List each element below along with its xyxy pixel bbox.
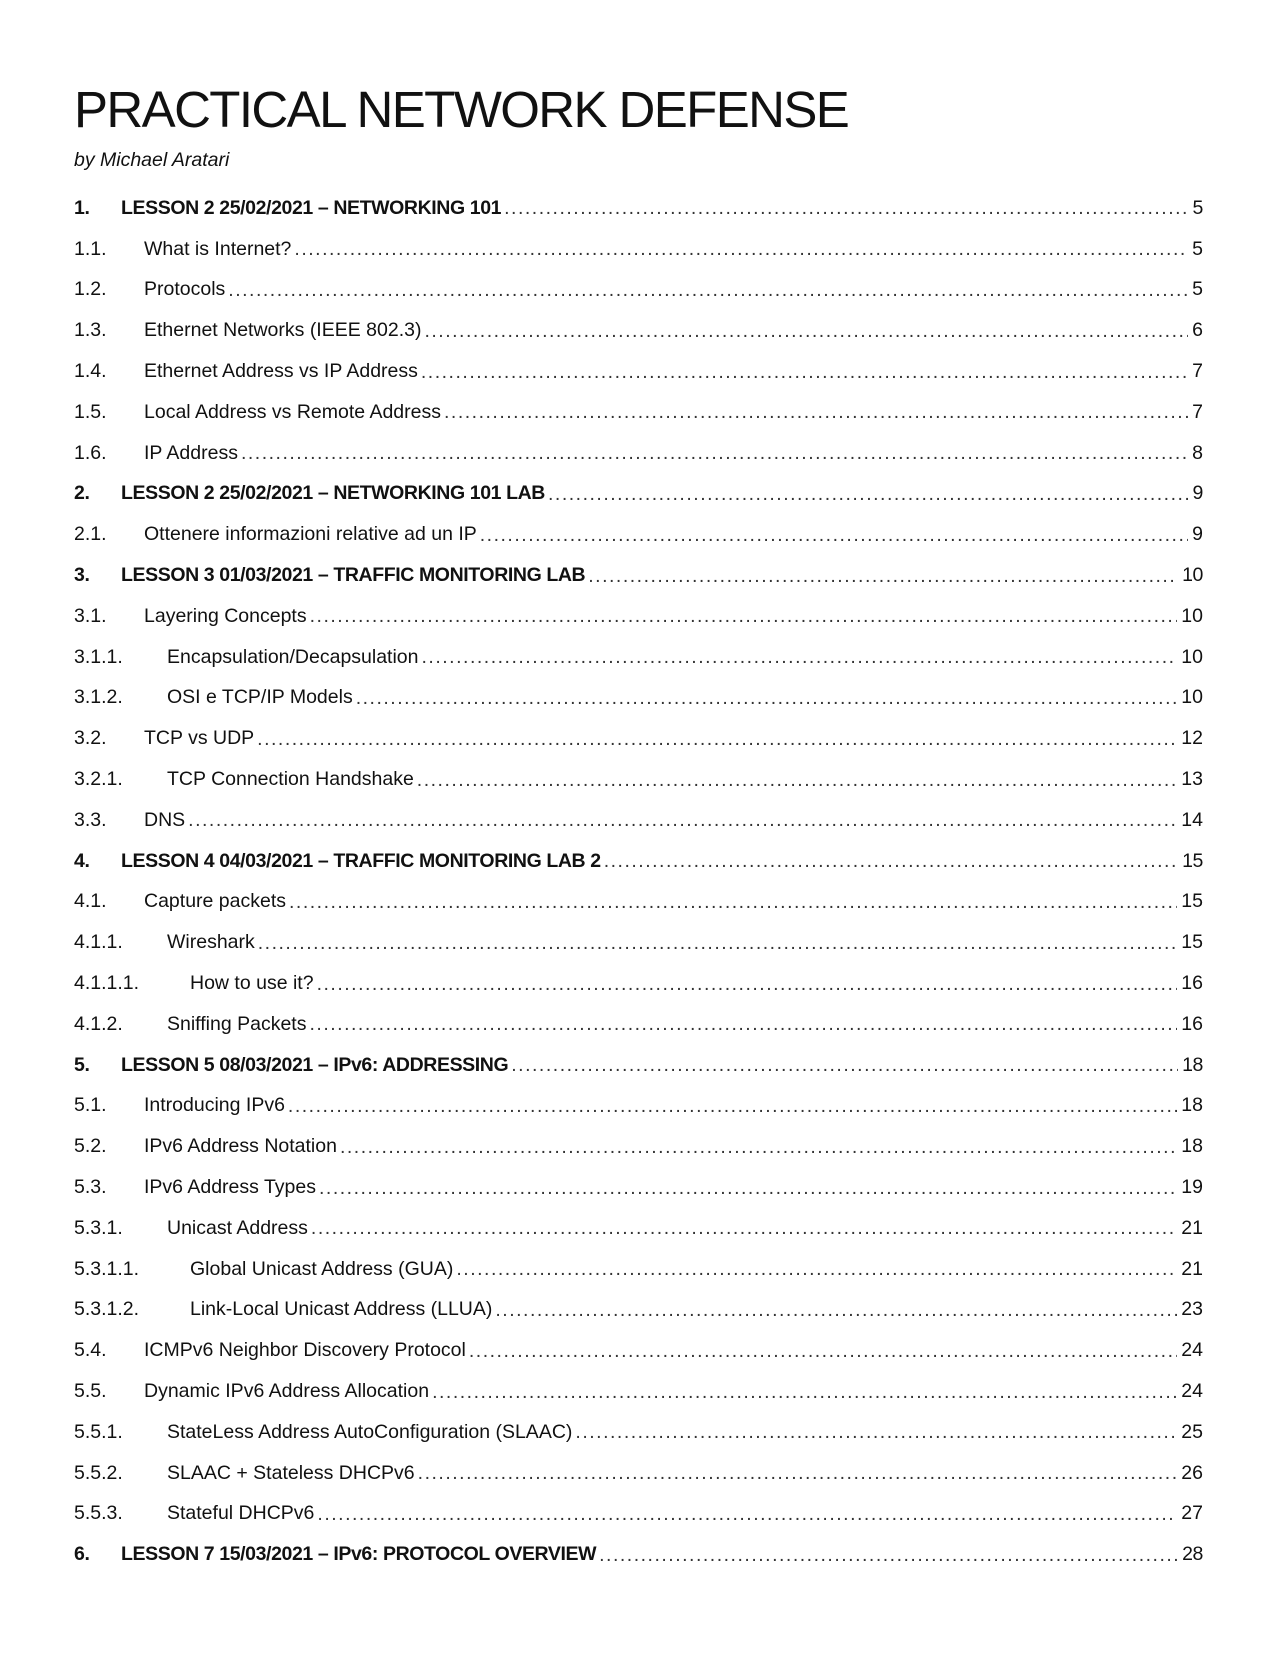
toc-entry-page-number: 12 xyxy=(1181,727,1203,750)
toc-entry[interactable] xyxy=(74,1453,1203,1494)
toc-entry-title: What is Internet? xyxy=(144,237,292,260)
toc-dot-leader xyxy=(599,1544,1178,1566)
toc-entry-page-number: 10 xyxy=(1181,645,1203,668)
toc-dot-leader xyxy=(495,1299,1177,1321)
toc-entry-number: 3.1.2. xyxy=(74,686,123,709)
toc-entry-title: StateLess Address AutoConfiguration (SLAAC) xyxy=(167,1420,573,1443)
toc-dot-leader xyxy=(317,1503,1177,1525)
toc-entry[interactable] xyxy=(74,678,1203,719)
toc-entry-page-number: 10 xyxy=(1181,604,1203,627)
toc-entry[interactable] xyxy=(74,963,1203,1004)
toc-dot-leader xyxy=(188,809,1177,831)
toc-dot-leader xyxy=(309,1013,1177,1035)
toc-dot-leader xyxy=(469,1340,1177,1362)
toc-dot-leader xyxy=(456,1258,1177,1280)
toc-entry-page-number: 24 xyxy=(1181,1339,1203,1362)
toc-dot-leader xyxy=(418,1462,1178,1484)
toc-entry-title: TCP Connection Handshake xyxy=(167,768,414,791)
toc-entry-page-number: 5 xyxy=(1192,237,1203,260)
toc-entry-page-number: 24 xyxy=(1181,1380,1203,1402)
toc-entry-page-number: 9 xyxy=(1192,482,1203,505)
toc-entry-title: LESSON 5 08/03/2021 – IPv6: ADDRESSING xyxy=(121,1053,509,1076)
toc-entry[interactable] xyxy=(74,474,1203,515)
toc-entry-page-number: 16 xyxy=(1181,972,1203,995)
toc-entry-title: Global Unicast Address (GUA) xyxy=(190,1257,454,1280)
toc-entry-number: 4.1.1. xyxy=(74,931,123,954)
toc-dot-leader xyxy=(480,524,1188,546)
toc-entry-page-number: 7 xyxy=(1192,400,1203,423)
toc-entry-title: OSI e TCP/IP Models xyxy=(167,686,353,709)
toc-entry-page-number: 13 xyxy=(1181,768,1203,791)
toc-entry-number: 5.5.1. xyxy=(74,1420,123,1443)
toc-entry[interactable] xyxy=(74,1249,1203,1290)
toc-entry-title: LESSON 7 15/03/2021 – IPv6: PROTOCOL OVERVIEW xyxy=(121,1543,597,1566)
toc-entry-page-number: 21 xyxy=(1181,1257,1203,1280)
toc-entry-page-number: 18 xyxy=(1181,1135,1203,1158)
toc-entry[interactable] xyxy=(74,514,1203,555)
toc-entry-number: 3.2.1. xyxy=(74,768,123,791)
toc-entry-number: 3.1.1. xyxy=(74,645,123,668)
toc-entry-page-number: 6 xyxy=(1192,319,1203,342)
toc-entry-number: 5.3.1.1. xyxy=(74,1257,140,1280)
toc-entry-page-number: 10 xyxy=(1181,686,1203,709)
toc-dot-leader xyxy=(288,1095,1177,1117)
table-of-contents xyxy=(74,188,1203,1575)
toc-entry-page-number: 9 xyxy=(1192,523,1203,546)
document-author: by Michael Aratari xyxy=(74,149,230,171)
toc-entry-page-number: 7 xyxy=(1192,360,1203,383)
toc-dot-leader xyxy=(310,605,1178,627)
toc-entry-number: 3.1. xyxy=(74,604,107,627)
toc-entry[interactable] xyxy=(74,1534,1203,1575)
toc-entry-number: 1.1. xyxy=(74,237,107,260)
toc-dot-leader xyxy=(319,1177,1177,1199)
toc-entry-number: 5.1. xyxy=(74,1094,107,1117)
toc-entry[interactable] xyxy=(74,351,1203,392)
toc-entry-title: LESSON 2 25/02/2021 – NETWORKING 101 LAB xyxy=(121,482,545,505)
toc-dot-leader xyxy=(548,483,1189,505)
toc-entry-title: LESSON 4 04/03/2021 – TRAFFIC MONITORING LAB 2 xyxy=(121,849,601,872)
toc-entry-title: Introducing IPv6 xyxy=(144,1094,285,1117)
toc-dot-leader xyxy=(317,973,1178,995)
toc-entry-page-number: 5 xyxy=(1192,278,1203,301)
toc-entry[interactable] xyxy=(74,596,1203,637)
toc-entry-number: 6. xyxy=(74,1543,90,1566)
toc-entry[interactable] xyxy=(74,433,1203,474)
toc-entry-title: Layering Concepts xyxy=(144,604,307,627)
toc-dot-leader xyxy=(504,197,1188,219)
toc-entry-number: 3.3. xyxy=(74,808,107,831)
document-title: PRACTICAL NETWORK DEFENSE xyxy=(74,81,849,138)
toc-entry[interactable] xyxy=(74,882,1203,923)
toc-entry-page-number: 8 xyxy=(1192,441,1203,464)
toc-entry-page-number: 14 xyxy=(1181,808,1203,831)
toc-entry[interactable] xyxy=(74,1126,1203,1167)
toc-entry[interactable] xyxy=(74,1371,1203,1412)
toc-entry-number: 3.2. xyxy=(74,727,107,750)
toc-dot-leader xyxy=(340,1136,1177,1158)
toc-entry[interactable] xyxy=(74,1494,1203,1535)
toc-dot-leader xyxy=(294,238,1188,260)
toc-entry-number: 1.2. xyxy=(74,278,107,301)
toc-entry-title: SLAAC + Stateless DHCPv6 xyxy=(167,1461,415,1484)
toc-entry-page-number: 5 xyxy=(1192,196,1203,219)
toc-entry-title: How to use it? xyxy=(190,972,314,995)
toc-dot-leader xyxy=(511,1054,1178,1076)
toc-entry-page-number: 25 xyxy=(1181,1420,1203,1443)
toc-entry-title: Local Address vs Remote Address xyxy=(144,400,441,423)
toc-entry[interactable] xyxy=(74,310,1203,351)
toc-entry-number: 5.5.2. xyxy=(74,1461,123,1484)
toc-entry-number: 1. xyxy=(74,196,90,219)
toc-entry-title: TCP vs UDP xyxy=(144,727,255,750)
toc-entry[interactable] xyxy=(74,841,1203,882)
toc-entry-page-number: 21 xyxy=(1181,1216,1203,1239)
toc-entry[interactable] xyxy=(74,718,1203,759)
toc-entry[interactable] xyxy=(74,1004,1203,1045)
toc-entry-number: 5.5.3. xyxy=(74,1502,123,1525)
toc-entry-number: 1.3. xyxy=(74,319,107,342)
toc-entry-page-number: 15 xyxy=(1181,890,1203,913)
toc-dot-leader xyxy=(432,1381,1177,1403)
toc-dot-leader xyxy=(604,850,1178,872)
toc-entry-title: Sniffing Packets xyxy=(167,1012,307,1035)
toc-entry-number: 4.1. xyxy=(74,890,107,913)
toc-entry-page-number: 15 xyxy=(1181,931,1203,954)
toc-dot-leader xyxy=(257,728,1177,750)
toc-entry-page-number: 18 xyxy=(1182,1053,1203,1076)
toc-entry-page-number: 16 xyxy=(1181,1012,1203,1035)
toc-entry[interactable] xyxy=(74,1045,1203,1086)
toc-dot-leader xyxy=(588,565,1178,587)
toc-dot-leader xyxy=(356,687,1178,709)
toc-entry-title: Dynamic IPv6 Address Allocation xyxy=(144,1380,430,1402)
toc-dot-leader xyxy=(417,769,1178,791)
toc-dot-leader xyxy=(258,932,1178,954)
toc-entry-title: LESSON 3 01/03/2021 – TRAFFIC MONITORING LAB xyxy=(121,564,586,587)
toc-dot-leader xyxy=(228,279,1188,301)
toc-entry-number: 2. xyxy=(74,482,90,505)
toc-dot-leader xyxy=(241,442,1188,464)
toc-entry-title: Protocols xyxy=(144,278,226,301)
toc-entry-number: 5.5. xyxy=(74,1380,107,1402)
toc-entry[interactable] xyxy=(74,270,1203,311)
toc-entry[interactable] xyxy=(74,392,1203,433)
toc-entry[interactable] xyxy=(74,637,1203,678)
toc-entry-title: LESSON 2 25/02/2021 – NETWORKING 101 xyxy=(121,196,502,219)
toc-dot-leader xyxy=(575,1421,1177,1443)
toc-entry-title: Stateful DHCPv6 xyxy=(167,1502,315,1525)
toc-entry-title: Ethernet Address vs IP Address xyxy=(144,360,418,383)
toc-entry[interactable] xyxy=(74,759,1203,800)
toc-entry-page-number: 15 xyxy=(1182,849,1203,872)
toc-entry-number: 4. xyxy=(74,849,90,872)
toc-dot-leader xyxy=(444,401,1188,423)
toc-entry-title: Unicast Address xyxy=(167,1216,308,1239)
toc-entry-title: Link-Local Unicast Address (LLUA) xyxy=(190,1298,493,1321)
toc-dot-leader xyxy=(421,361,1188,383)
toc-entry-title: Capture packets xyxy=(144,890,286,913)
toc-entry[interactable] xyxy=(74,1290,1203,1331)
toc-entry-title: Ottenere informazioni relative ad un IP xyxy=(144,523,477,546)
toc-entry[interactable] xyxy=(74,922,1203,963)
toc-entry[interactable] xyxy=(74,1167,1203,1208)
toc-entry-number: 5.3. xyxy=(74,1176,107,1199)
toc-entry-number: 5.4. xyxy=(74,1339,107,1362)
toc-entry-page-number: 19 xyxy=(1181,1176,1203,1199)
toc-entry[interactable] xyxy=(74,188,1203,229)
toc-entry-title: IPv6 Address Types xyxy=(144,1176,316,1199)
toc-entry-number: 5. xyxy=(74,1053,90,1076)
toc-dot-leader xyxy=(289,891,1177,913)
toc-entry-title: ICMPv6 Neighbor Discovery Protocol xyxy=(144,1339,466,1362)
toc-entry-number: 5.2. xyxy=(74,1135,107,1158)
toc-dot-leader xyxy=(424,320,1188,342)
toc-entry-number: 3. xyxy=(74,564,90,587)
toc-entry-page-number: 18 xyxy=(1181,1094,1203,1117)
toc-entry-title: Ethernet Networks (IEEE 802.3) xyxy=(144,319,422,342)
toc-entry-number: 5.3.1. xyxy=(74,1216,123,1239)
toc-entry-number: 1.5. xyxy=(74,400,107,423)
toc-entry-page-number: 26 xyxy=(1181,1461,1203,1484)
toc-entry-page-number: 28 xyxy=(1182,1543,1203,1566)
toc-entry-number: 1.4. xyxy=(74,360,107,383)
toc-dot-leader xyxy=(311,1217,1177,1239)
toc-entry-title: IPv6 Address Notation xyxy=(144,1135,337,1158)
toc-entry-number: 2.1. xyxy=(74,523,107,546)
toc-entry[interactable] xyxy=(74,800,1203,841)
toc-entry[interactable] xyxy=(74,555,1203,596)
toc-entry-title: IP Address xyxy=(144,441,238,464)
toc-entry-number: 4.1.2. xyxy=(74,1012,123,1035)
toc-entry-title: Encapsulation/Decapsulation xyxy=(167,645,419,668)
toc-dot-leader xyxy=(422,646,1178,668)
toc-entry-number: 4.1.1.1. xyxy=(74,972,140,995)
toc-entry-number: 5.3.1.2. xyxy=(74,1298,140,1321)
toc-entry-number: 1.6. xyxy=(74,441,107,464)
toc-entry[interactable] xyxy=(74,229,1203,270)
toc-entry[interactable] xyxy=(74,1086,1203,1127)
toc-entry-page-number: 27 xyxy=(1181,1502,1203,1525)
toc-entry-page-number: 10 xyxy=(1182,564,1203,587)
toc-entry-page-number: 23 xyxy=(1181,1298,1203,1321)
toc-entry[interactable] xyxy=(74,1208,1203,1249)
toc-entry-title: Wireshark xyxy=(167,931,255,954)
toc-entry[interactable] xyxy=(74,1412,1203,1453)
toc-entry-title: DNS xyxy=(144,808,186,831)
toc-entry[interactable] xyxy=(74,1330,1203,1371)
